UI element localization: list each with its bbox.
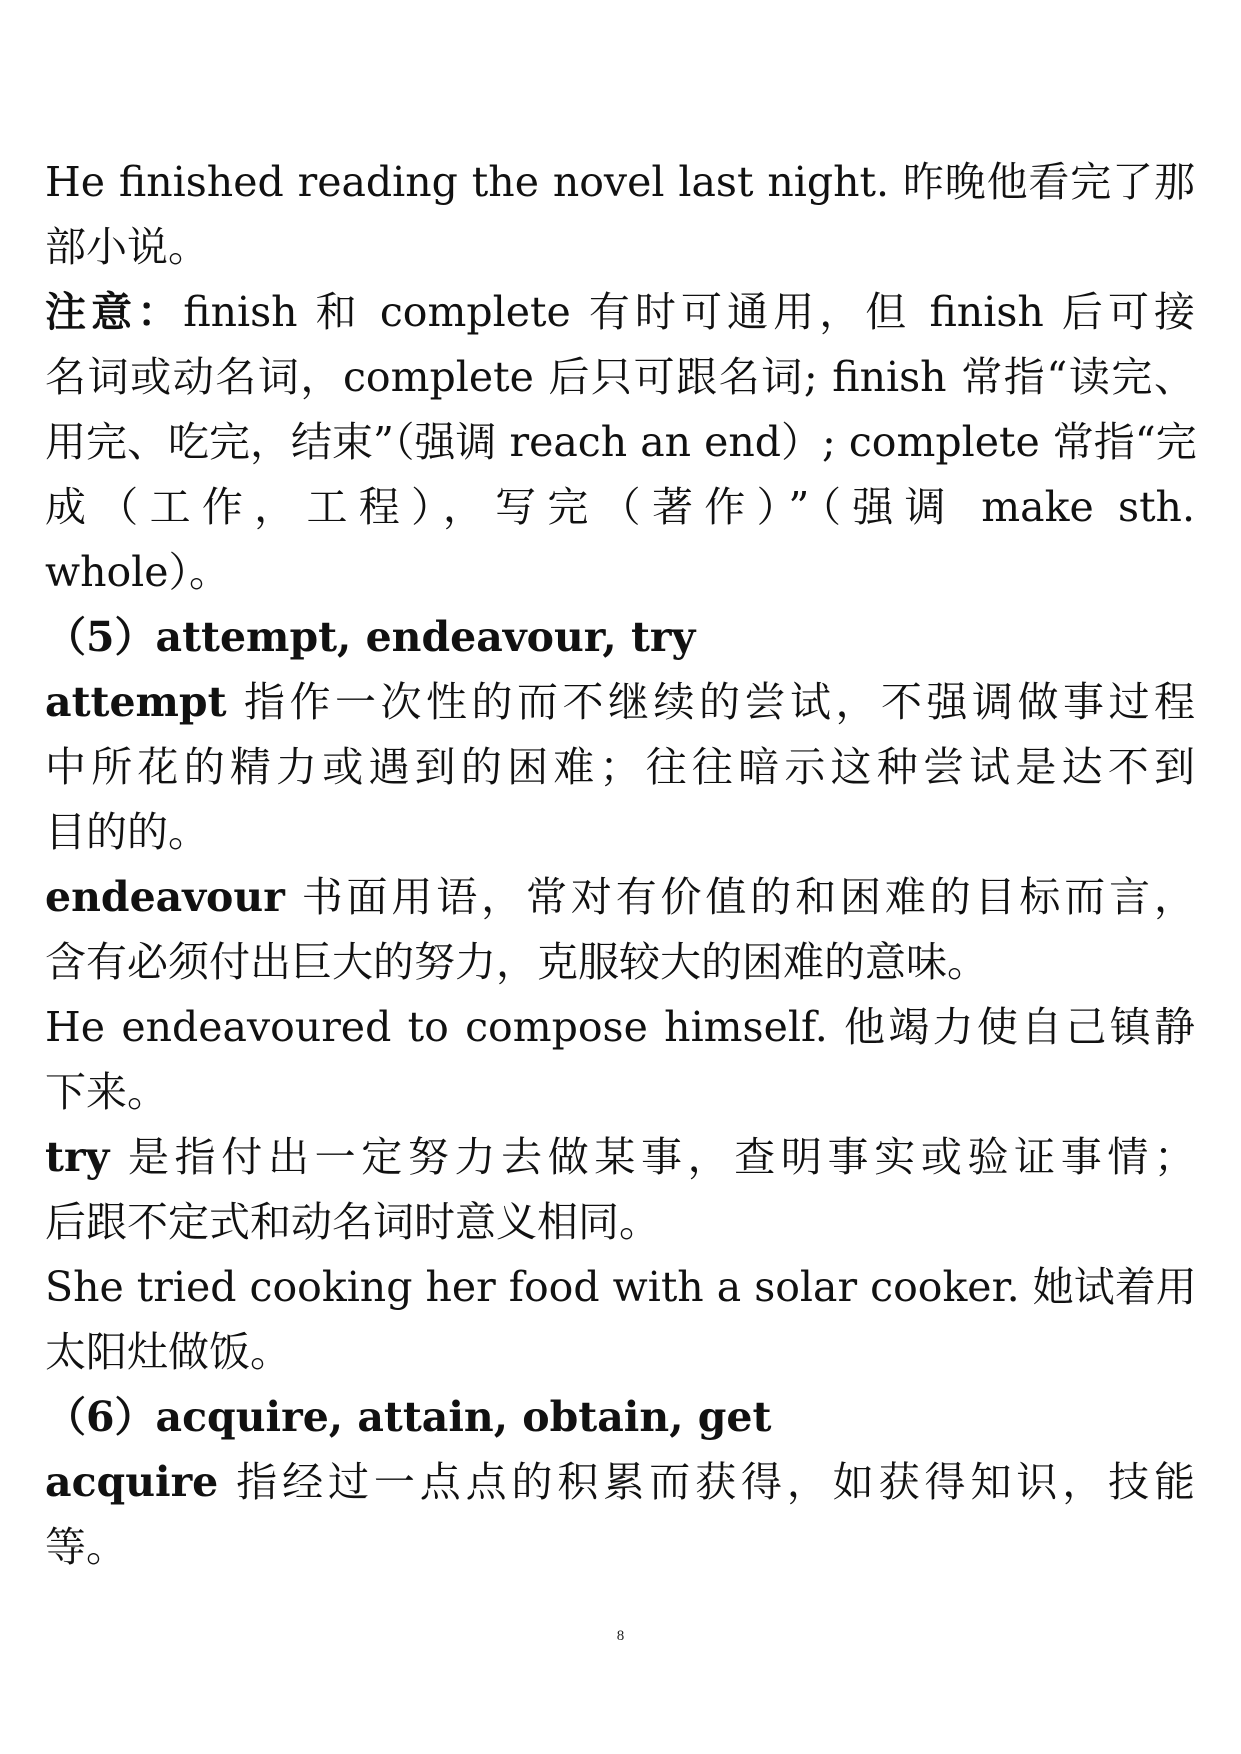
definition-line: acquire 指经过一点点的积累而获得，如获得知识，技能 xyxy=(45,1458,1195,1506)
text-line: 后跟不定式和动名词时意义相同。 xyxy=(45,1198,660,1246)
note-line: 注意：finish 和 complete 有时可通用，但 finish 后可接 xyxy=(45,288,1196,336)
example-line: He endeavoured to compose himself. 他竭力使自己镇静 xyxy=(45,1003,1195,1051)
example-line: She tried cooking her food with a solar cooker. 她试着用 xyxy=(45,1263,1197,1311)
text-line: 名词或动名词，complete 后只可跟名词; finish 常指“读完、 xyxy=(45,353,1195,401)
definition-line: endeavour 书面用语，常对有价值的和困难的目标而言， xyxy=(45,873,1195,921)
term-try: try xyxy=(45,1133,110,1181)
note-label: 注意： xyxy=(45,288,184,336)
section-heading: （5）attempt, endeavour, try xyxy=(45,613,696,661)
text-line: whole）。 xyxy=(45,548,231,596)
term-attempt: attempt xyxy=(45,678,227,726)
text-line: 目的的。 xyxy=(45,808,209,856)
definition-line: try 是指付出一定努力去做某事，查明事实或验证事情； xyxy=(45,1133,1195,1181)
definition-line: attempt 指作一次性的而不继续的尝试，不强调做事过程 xyxy=(45,678,1195,726)
text-line: 成（工作，工程），写完（著作）”（强调 make sth. xyxy=(45,483,1195,531)
text-line: 用完、吃完，结束”（强调 reach an end）; complete 常指“完 xyxy=(45,418,1197,466)
section-heading: （6）acquire, attain, obtain, get xyxy=(45,1393,772,1441)
term-acquire: acquire xyxy=(45,1458,219,1506)
text-line: 部小说。 xyxy=(45,223,209,271)
document-page xyxy=(45,150,1195,1580)
text-line: 太阳灶做饭。 xyxy=(45,1328,291,1376)
text-line: He finished reading the novel last night. 昨晚他看完了那 xyxy=(45,158,1195,206)
text-line: 等。 xyxy=(45,1523,127,1571)
text-line: 中所花的精力或遇到的困难；往往暗示这种尝试是达不到 xyxy=(45,743,1195,791)
text-line: 下来。 xyxy=(45,1068,168,1116)
term-endeavour: endeavour xyxy=(45,873,285,921)
text-line: 含有必须付出巨大的努力，克服较大的困难的意味。 xyxy=(45,938,988,986)
page-number: 8 xyxy=(616,1628,625,1644)
